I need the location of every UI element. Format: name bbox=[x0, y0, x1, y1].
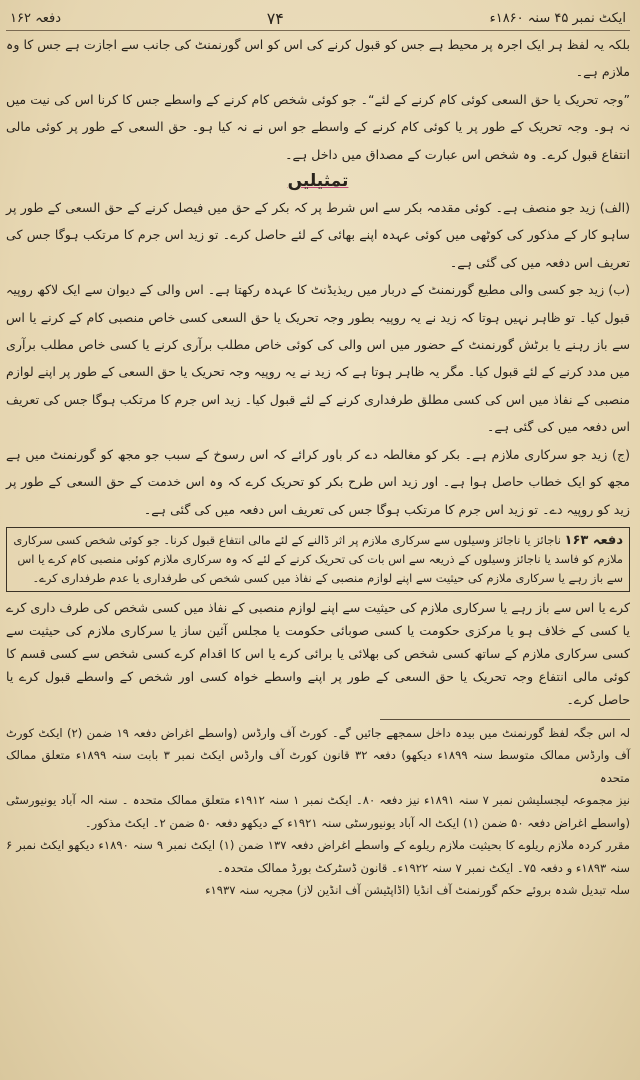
illustrations-heading: تمثیلیں bbox=[287, 171, 349, 192]
paragraph-definition: ”وجہ تحریک یا حق السعی کوئی کام کرنے کے لئے“۔ جو کوئی شخص کام کرنے کے واسطے جس کا کرنا اس کی نیت میں نہ ہو۔ وجہ تحریک کے طور پر یا کوئی کام کرنے کے واسطے جو اس نے نہ کیا ہو۔ حق السعی کے طور پر کوئی مالی انتفاع قبول کرے۔ وہ شخص اس عبارت کے مصداق میں داخل ہے۔ bbox=[6, 91, 630, 162]
section-163-text: ناجائز یا ناجائز وسیلوں سے سرکاری ملازم پر اثر ڈالنے کے لئے مالی انتفاع قبول کرنا۔ جو کوئی شخص کسی سرکاری ملازم کو فاسد یا ناجائز وسیلوں کے ذریعہ سے اس بات کی تحریک کرنے کے لئے کہ وہ سرکاری ملازم کوئی منصبی کام کرے یا اس سے باز رہے یا سرکاری ملازم کی حیثیت سے اپنے لوازم منصبی کے نفاذ میں کسی شخص کی طرفداری یا عدم طرفداری کرے۔ bbox=[13, 532, 623, 585]
illustration-c: (ج) زید جو سرکاری ملازم ہے۔ بکر کو مغالطہ دے کر باور کرائے کہ اس رسوخ کے سبب جو مجھ کو گورنمنٹ میں ہے مجھ کو ایک خطاب حاصل ہوا ہے۔ اور زید اس طرح بکر کو تحریک کرے کہ وہ اس خدمت کے حق السعی کے طور پر زید کو روپیہ دے۔ تو زید اس جرم کا مرتکب ہوگا جس کی تعریف اس دفعہ میں کی گئی ہے۔ bbox=[6, 446, 630, 517]
header-section-number: دفعہ ۱۶۲ bbox=[10, 10, 61, 26]
page-header bbox=[6, 6, 630, 31]
footnote-4: سلہ تبدیل شدہ بروئے حکم گورنمنٹ آف انڈیا (اڈاپٹیشن آف انڈین لاز) مجریہ سنہ ۱۹۳۷ء bbox=[205, 883, 630, 898]
section-box bbox=[6, 527, 630, 592]
section-163-label: دفعہ ۱۶۳ bbox=[564, 532, 623, 548]
illustration-a: (الف) زید جو منصف ہے۔ کوئی مقدمہ بکر سے اس شرط پر کہ بکر کے حق میں فیصل کرنے کے حق السعی کے طور پر ساہو کار کے مذکور کی کوٹھی میں کوئی عہدہ اپنے بھائی کے لئے حاصل کرے۔ تو زید اس جرم کا مرتکب ہوگا جس کی تعریف اس دفعہ میں کی گئی ہے۔ bbox=[6, 200, 630, 270]
footnote-1: لہ اس جگہ لفظ گورنمنٹ میں بیدہ داخل سمجھے جائیں گے۔ کورٹ آف وارڈس (واسطے اغراض دفعہ ۱۹ ضمن (۲) ایکٹ کورٹ آف وارڈس ممالک متوسط سنہ ۱۸۹۹ء دیکھو) دفعہ ۳۲ قانون کورٹ آف وارڈس ایکٹ نمبر ۳ بابت سنہ ۱۸۹۹ء متعلق ممالک متحدہ bbox=[6, 725, 630, 785]
paragraph-intro: بلکہ یہ لفظ ہر ایک اجرہ پر محیط ہے جس کو قبول کرنے کی اس کو اس گورنمنٹ کی جانب سے اجازت ہے جس کا وہ ملازم ہے۔ bbox=[6, 37, 630, 80]
footnote-3: مقرر کردہ ملازم ریلوے کا بحیثیت ملازم ریلوے کے واسطے اغراض دفعہ ۱۳۷ ضمن (۱) ایکٹ نمبر ۹ سنہ ۱۸۹۰ء دیکھو ایکٹ نمبر ۶ سنہ ۱۸۹۳ء و دفعہ ۷۵۔ ایکٹ نمبر ۷ سنہ ۱۹۲۲ء۔ قانون ڈسٹرکٹ بورڈ ممالک متحدہ۔ bbox=[6, 838, 630, 875]
illustration-b: (ب) زید جو کسی والی مطیع گورنمنٹ کے دربار میں ریذیڈنٹ کا عہدہ رکھتا ہے۔ اس والی کے دیوان سے ایک لاکھ روپیہ قبول کیا۔ تو ظاہر نہیں ہوتا کہ زید نے یہ روپیہ بطور وجہ تحریک یا حق السعی کسی خاص منصبی کام کے کرنے یا اس سے باز رہنے یا برٹش گورنمنٹ کے حضور میں اس والی کی کوئی خاص مطلب برآری کرنے یا کسی خاص مطلب برآری میں مدد کرنے کے لئے قبول کیا۔ مگر یہ ظاہر ہوتا ہے کہ زید نے یہ روپیہ وجہ تحریک یا حق السعی کے طور پر اپنے لوازم منصبی کے نفاذ میں اس کی کسی مطلق طرفداری کرنے کے لئے قبول کیا۔ زید اس جرم کا مرتکب ہوگا جس کی تعریف اس دفعہ میں کی گئی ہے۔ bbox=[6, 282, 630, 435]
footnote-2: نیز مجموعہ لیجسلیشن نمبر ۷ سنہ ۱۸۹۱ء نیز دفعہ ۸۰۔ ایکٹ نمبر ۱ سنہ ۱۹۱۲ء متعلق ممالک متحدہ ۔ سنہ الہ آباد یونیورسٹی (واسطے اغراض دفعہ ۵۰ ضمن (۱) ایکٹ الہ آباد یونیورسٹی سنہ ۱۹۲۱ء کے دیکھو دفعہ ۵۰ ضمن ۲۔ ایکٹ مذکور۔ bbox=[6, 793, 630, 830]
footnote-divider bbox=[380, 719, 630, 720]
header-act-number: ایکٹ نمبر ۴۵ سنہ ۱۸۶۰ء bbox=[489, 10, 626, 26]
paragraph-after-box: کرے یا اس سے باز رہے یا سرکاری ملازم کی حیثیت سے اپنے لوازم منصبی کے نفاذ میں کسی شخص کی طرف داری کرے یا کسی کے خلاف ہو یا مرکزی حکومت یا کسی صوبائی حکومت یا مجلس آئین ساز یا سرکاری ملازم کی حیثیت سے کسی سرکاری ملازم کے ساتھ کسی شخص کی بھلائی یا برائی کرے یا اس کا اقدام کرے کسی شخص سے کسی قسم کا کوئی مالی انتفاع وجہ تحریک یا حق السعی کے طور پر اپنے واسطے خواہ کسی اور شخص کے واسطے قبول کرے یا حاصل کرے۔ bbox=[6, 599, 630, 707]
page-number: ۷۴ bbox=[266, 8, 284, 28]
